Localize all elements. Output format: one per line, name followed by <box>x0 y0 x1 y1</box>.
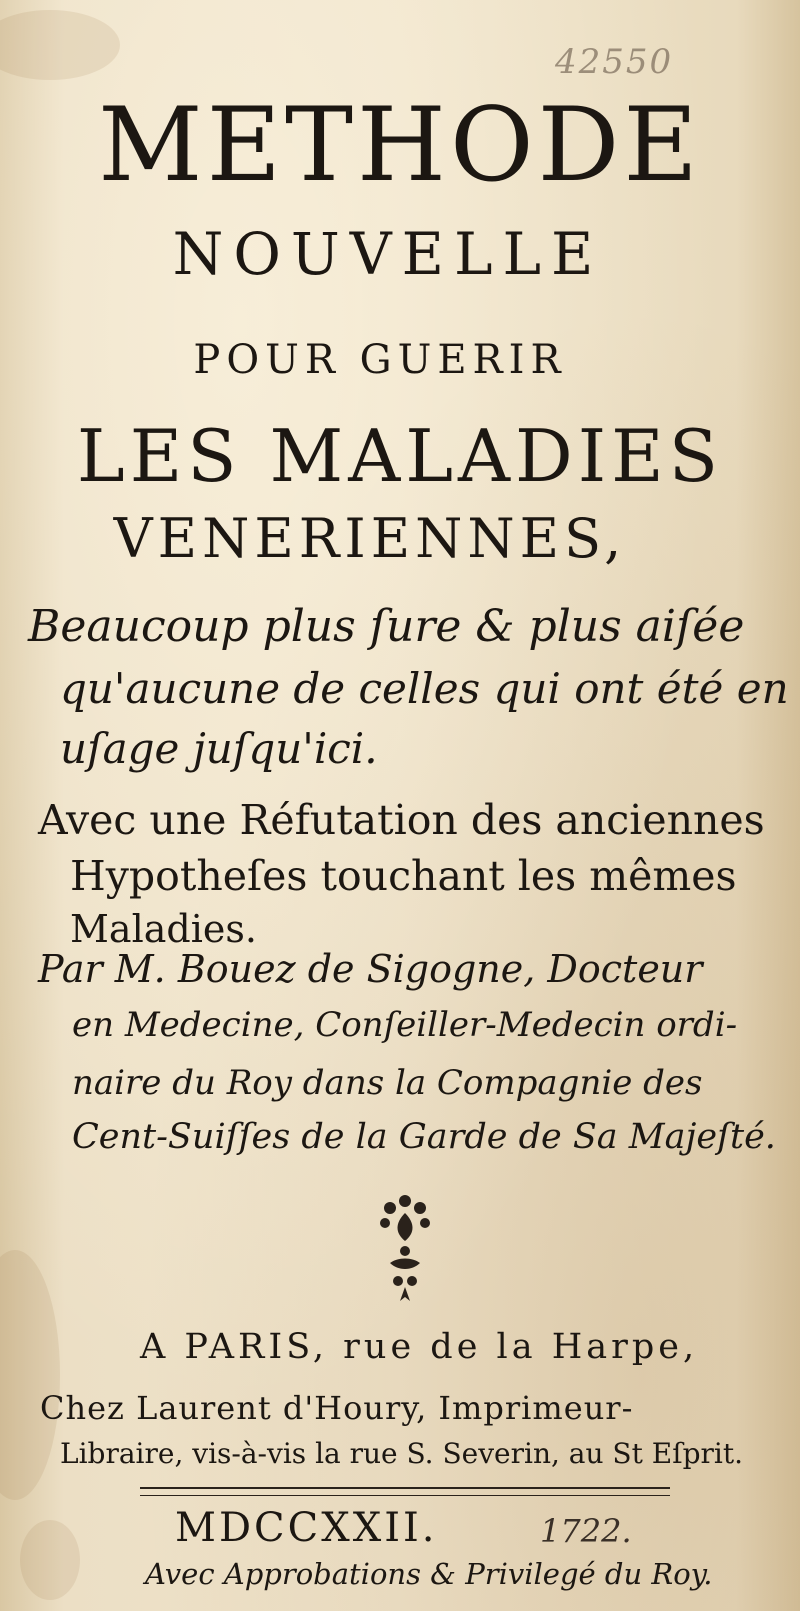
title-nouvelle: NOUVELLE <box>172 220 604 288</box>
subtitle-line-2: qu'aucune de celles qui ont été en <box>60 664 789 713</box>
author-line-3: naire du Roy dans la Compagnie des <box>72 1063 703 1103</box>
refutation-line-1: Avec une Réfutation des anciennes <box>38 796 765 844</box>
author-line-1: Par M. Bouez de Sigogne, Docteur <box>38 947 703 991</box>
refutation-line-3: Maladies. <box>70 907 257 951</box>
paper-stain <box>20 1520 80 1600</box>
imprint-printer: Chez Laurent d'Houry, Imprimeur- <box>40 1389 634 1427</box>
floral-ornament-icon <box>360 1183 450 1313</box>
handwritten-shelf-number: 42550 <box>555 42 674 82</box>
subtitle-line-1: Beaucoup plus ſure & plus aiſée <box>28 601 745 652</box>
author-line-4: Cent-Suiſſes de la Garde de Sa Majeſté. <box>72 1117 776 1157</box>
paper-stain <box>0 10 120 80</box>
title-les-maladies: LES MALADIES <box>76 414 724 498</box>
refutation-line-2: Hypotheſes touchant les mêmes <box>70 852 737 900</box>
divider-rule <box>140 1487 670 1496</box>
imprint-place: A PARIS, rue de la Harpe, <box>140 1327 699 1367</box>
author-line-2: en Medecine, Conſeiller-Medecin ordi- <box>72 1005 738 1045</box>
imprint-date: MDCCXXII. <box>175 1505 438 1551</box>
approbation-line: Avec Approbations & Privilegé du Roy. <box>145 1557 713 1591</box>
subtitle-line-3: uſage juſqu'ici. <box>60 724 378 773</box>
imprint-address: Libraire, vis-à-vis la rue S. Severin, au St Eſprit. <box>60 1437 743 1470</box>
paper-stain <box>0 1250 60 1500</box>
title-pour-guerir: POUR GUERIR <box>193 337 567 383</box>
handwritten-date: 1722. <box>540 1512 632 1550</box>
title-methode: METHODE <box>98 86 702 205</box>
title-veneriennes: VENERIENNES, <box>113 507 627 570</box>
